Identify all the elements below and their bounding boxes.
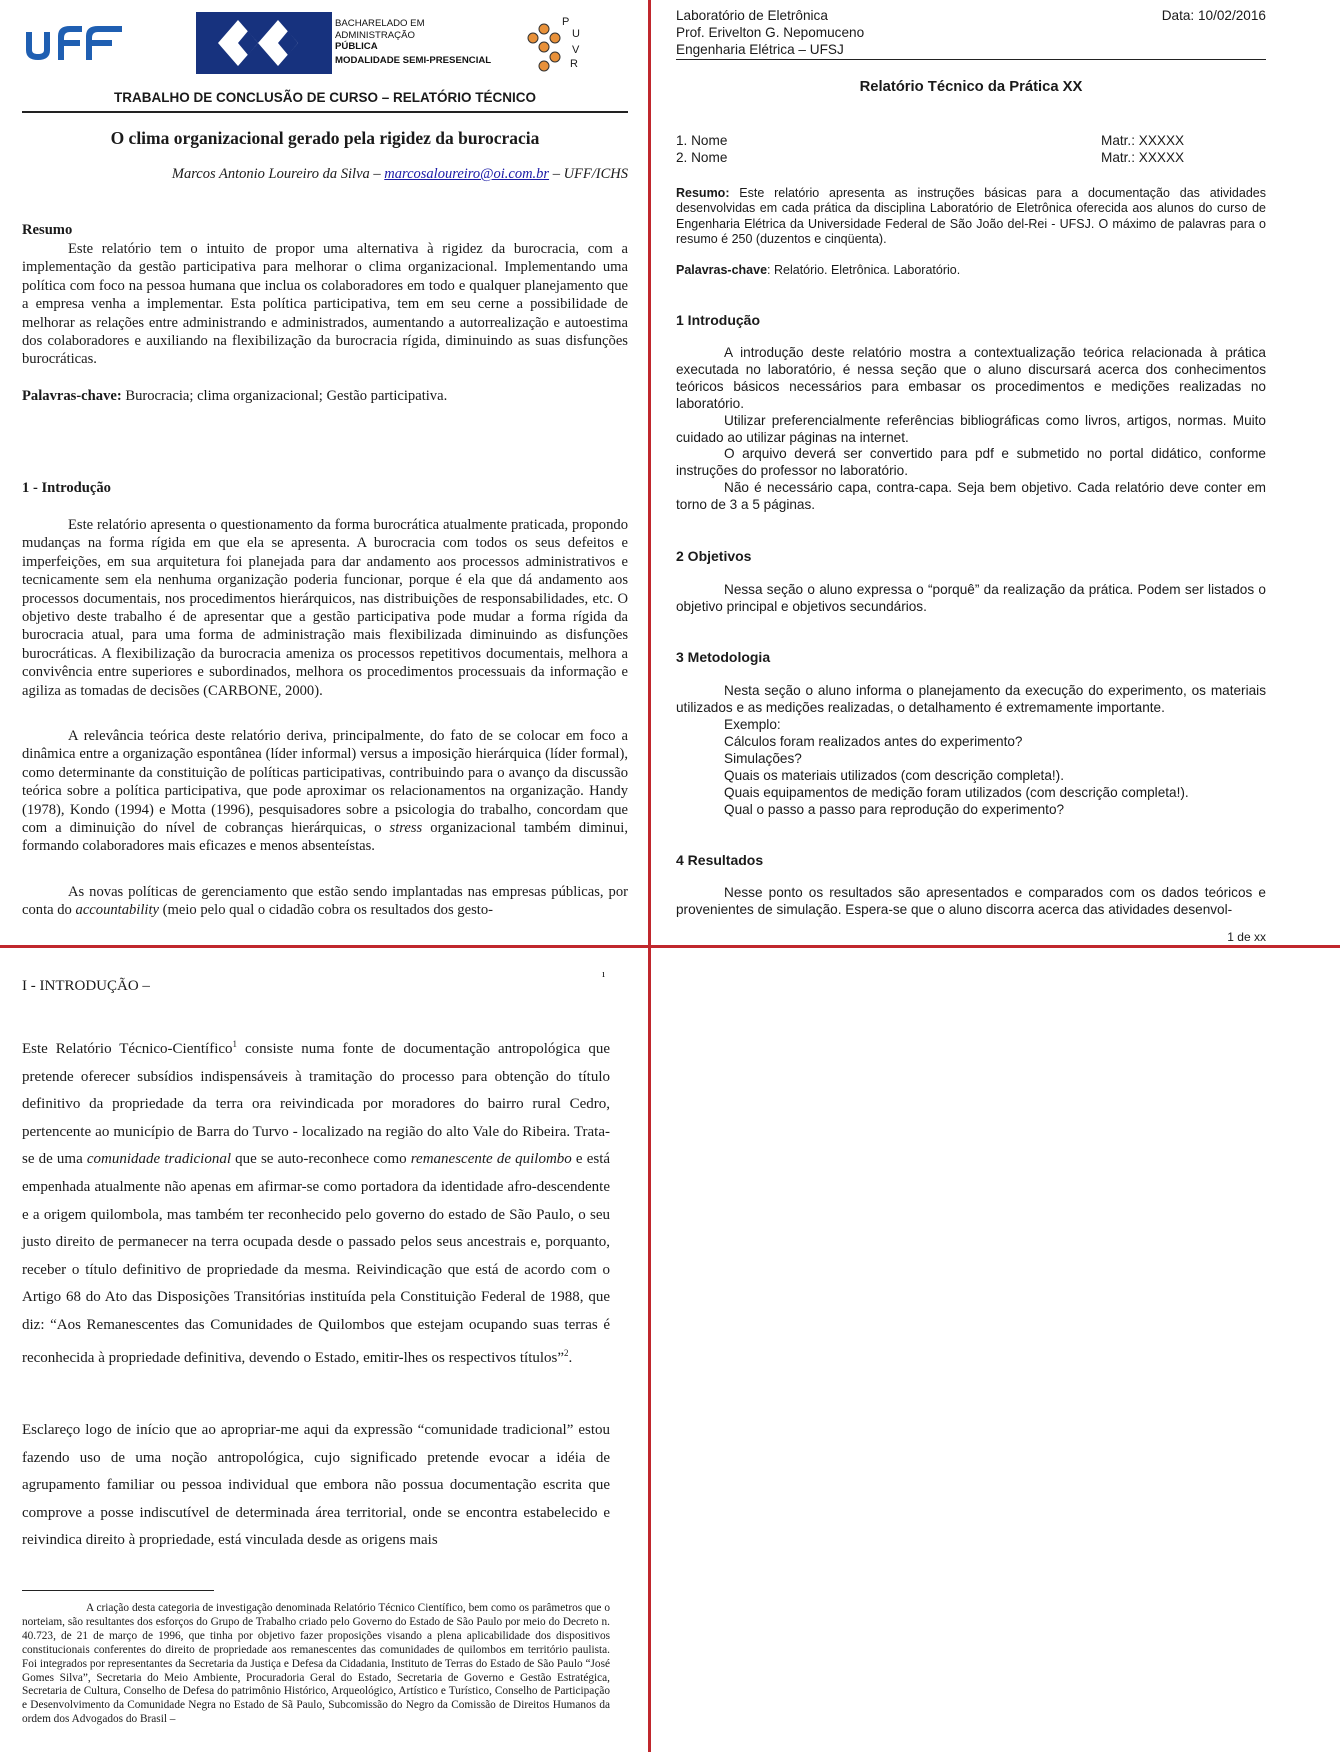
- professor-name: Prof. Erivelton G. Nepomuceno: [676, 24, 865, 40]
- program-name: BACHARELADO EM ADMINISTRAÇÃO PÚBLICA MODALIDADE SEMI-PRESENCIAL: [335, 18, 492, 66]
- author-affiliation: – UFF/ICHS: [552, 166, 628, 182]
- technical-scientific-report-page: [0, 950, 646, 1752]
- footnote-ref[interactable]: 1: [232, 1039, 238, 1049]
- paragraph: A relevância teórica deste relatório deriva, principalmente, do fato de se colocar em foco a dinâmica entre a organização espontânea (líder informal) versus a imposição hierárquica (líder formal), como determinante da constituição de políticas participativas, contribuindo para o avanço da discussão teórica sobre a política participativa, que pode aproximar os relacionamentos na organização. Handy (1978), Kondo (1994) e Motta (1996), pesquisadores sobre a psicologia do trabalho, concordam que com a diminuição do nível de cobranças hierárquicas, o stress organizacional também diminui, formando colaboradores mais eficazes e menos absenteístas.: [22, 728, 628, 855]
- report-date: Data: 10/02/2016: [1161, 8, 1266, 23]
- page-number: 1 de xx: [1227, 930, 1266, 944]
- paragraph: Nesse ponto os resultados são apresentados e comparados com os dados teóricos e provenientes de simulação. Espera-se que o aluno discorra acerca das atividades desenvol-: [676, 885, 1266, 917]
- abstract-label: Resumo:: [676, 186, 730, 200]
- horizontal-divider: [0, 945, 1340, 948]
- list-item: Quais equipamentos de medição foram utilizados (com descrição completa!).: [724, 784, 1189, 800]
- section-heading: I - INTRODUÇÃO –: [22, 978, 150, 994]
- paragraph: Este Relatório Técnico-Científico$^1$ consiste numa fonte de documentação antropológica que pretende oferecer subsídios indispensáveis à tramitação do processo para obtenção do título definitivo da propriedade da terra ora reivindicada por moradores do bairro rural Cedro, pertencente ao município de Barra do Turvo - localizado na região do alto Vale do Ribeira. Trata-se de uma comunidade tradicional que se auto-reconhece como remanescente de quilombo e está empenhada atualmente não apenas em afirmar-se como portadora da identidade afro-descendente e a origem quilombola, mas também ter reconhecido pelo governo do estado de São Paulo, o seu justo direito de permanecer na terra ocupada desde o passado pelos seus ancestrais e, porquanto, receber o título definitivo de propriedade da mesma. Reivindicação que está de acordo com o Artigo 68 do Ato das Disposições Transitórias instituída pela Constituição Federal de 1988, que diz: “Aos Remanescentes das Comunidades de Quilombos que estejam ocupando suas terras é reconhecida à propriedade definitiva, devendo o Estado, emitir-lhes os respectivos títulos”$^2$.: [22, 1039, 611, 1366]
- course-name: Engenharia Elétrica – UFSJ: [676, 41, 844, 57]
- paragraph: Não é necessário capa, contra-capa. Seja bem objetivo. Cada relatório deve conter em torno de 3 a 5 páginas.: [676, 480, 1266, 513]
- section-heading: 4 Resultados: [676, 852, 764, 868]
- pucvr-letter: R: [570, 58, 578, 70]
- paper-title: O clima organizacional gerado pela rigidez da burocracia: [110, 128, 540, 148]
- uff-logo-mark: [22, 14, 130, 70]
- keywords-text: Burocracia; clima organizacional; Gestão participativa.: [125, 388, 448, 404]
- keywords: [676, 263, 1266, 278]
- list-item: Simulações?: [724, 750, 802, 766]
- tcc-report-page: [0, 0, 646, 944]
- pucvr-letter: U: [572, 28, 580, 40]
- paragraph: Este relatório apresenta o questionamento da forma burocrática atualmente praticada, propondo mudanças na forma rígida em que ela se apresenta. A burocracia com todos os seus defeitos e imperfeições, em sua arquitetura foi planejada para dar andamento aos processos administrativos e tecnicamente sem ela nenhuma organização poderia funcionar, porque é ela que dá andamento aos processos documentais, nos procedimentos hierárquicos, nas distribuições de responsabilidades, etc. O objetivo deste trabalho é de apresentar que a gestão participativa pode mudar a forma rígida da burocracia atual, para uma forma de administração mais flexibilizada diminuindo as disfunções burocráticas. A flexibilização da burocracia ameniza os processos repetitivos documentais, melhora a convivência entre superiores e subordinados, melhora os procedimentos processuais da informação e agiliza as tomadas de decisões (CARBONE, 2000).: [22, 517, 628, 699]
- footnote-rule: [22, 1590, 214, 1591]
- report-title: Relatório Técnico da Prática XX: [859, 79, 1083, 95]
- lab-name: Laboratório de Eletrônica: [676, 8, 828, 23]
- list-item: Exemplo:: [724, 717, 781, 732]
- section-heading: 3 Metodologia: [676, 649, 771, 665]
- header-rule: [676, 59, 1266, 60]
- list-item: Cálculos foram realizados antes do experimento?: [724, 733, 1023, 749]
- report-header: TRABALHO DE CONCLUSÃO DE CURSO – RELATÓRIO TÉCNICO: [113, 90, 536, 105]
- author-name: Marcos Antonio Loureiro da Silva –: [171, 166, 381, 182]
- vertical-divider: [648, 0, 651, 1752]
- paragraph: O arquivo deverá ser convertido para pdf e submetido no portal didático, conforme instruções do professor no laboratório.: [676, 446, 1266, 479]
- header-rule: [22, 111, 628, 113]
- paragraph: Nesta seção o aluno informa o planejamento da execução do experimento, os materiais utilizados e as medições realizadas, o detalhamento é extremamente importante.: [676, 683, 1266, 715]
- keywords-text: : Relatório. Eletrônica. Laboratório.: [767, 263, 961, 277]
- abstract-label: Resumo: [22, 222, 73, 238]
- section-heading: 2 Objetivos: [676, 548, 752, 564]
- paragraph: Nessa seção o aluno expressa o “porquê” da realização da prática. Podem ser listados o objetivo principal e objetivos secundários.: [676, 582, 1266, 614]
- author-email-link[interactable]: marcosaloureiro@oi.com.br: [384, 166, 550, 182]
- author-line: [22, 166, 628, 183]
- page-mark: ı: [602, 968, 606, 980]
- abstract: [676, 186, 1266, 248]
- pucvr-letter: V: [572, 44, 580, 56]
- student-list: [676, 133, 1266, 167]
- keywords: [22, 387, 628, 405]
- example-list: [724, 717, 1266, 818]
- keywords-label: Palavras-chave: [676, 263, 768, 277]
- keywords-label: Palavras-chave:: [22, 388, 122, 404]
- uff-logo: [22, 14, 130, 70]
- paragraph: Esclareço logo de início que ao apropriar-me aqui da expressão “comunidade tradicional” estou fazendo uso de uma noção antropológica, cujo significado pretende evocar a idéia de agrupamento familiar ou pessoa individual que embora não possua documentação escrita que comprove a posse indiscutível de determinada área territorial, onde se encontra estabelecido e reivindica direito à propriedade, está vinculada desde as origens mais: [22, 1422, 610, 1549]
- pucvr-letter: P: [562, 16, 570, 28]
- paragraph: As novas políticas de gerenciamento que estão sendo implantadas nas empresas públicas, por conta do accountability (meio pelo qual o cidadão cobra os resultados dos gesto-: [22, 884, 628, 919]
- student-row: 1. Nome Matr.: XXXXX: [676, 133, 1185, 148]
- adm-publica-logo: [196, 12, 332, 74]
- footnote: A criação desta categoria de investigação denominada Relatório Técnico Científico, bem como os parâmetros que o norteiam, são resultantes dos esforços do Grupo de Trabalho criado pelo Governo do Estado de São Paulo por meio do Decreto n. 40.723, de 21 de março de 1996, que tinha por objetivo fazer proposições visando a plena aplicabilidade dos dispositivos constitucionais conferentes do direito de propriedade aos remanescentes das comunidades de quilombos em território paulista. Foi integrados por representantes da Secretaria da Justiça e Defesa da Cidadania, Instituto de Terras do Estado de São Paulo “José Gomes Silva”, Secretaria do Meio Ambiente, Procuradoria Geral do Estado, Secretaria de Governo e Gestão Estratégica, Secretaria de Cultura, Conselho de Defesa do patrimônio Histórico, Arqueológico, Artístico e Turístico, Conselho de Participação e Desenvolvimento da Comunidade Negra no Estado de Sã Paulo, Subcomissão do Negro da Comissão de Direitos Humanos da ordem dos Advogados do Brasil –: [22, 1602, 610, 1726]
- list-item: Quais os materiais utilizados (com descrição completa!).: [724, 767, 1064, 783]
- lab-report-template-page: [652, 0, 1340, 944]
- pucvr-logo: [524, 16, 590, 72]
- paragraph: A introdução deste relatório mostra a contextualização teórica relacionada à prática executada no laboratório, é nessa seção que o aluno discursará acerca dos conhecimentos teóricos básicos necessários para embasar os procedimentos e medições realizadas no laboratório.: [676, 345, 1266, 411]
- list-item: Qual o passo a passo para reprodução do experimento?: [724, 801, 1065, 817]
- section-heading: 1 Introdução: [676, 312, 761, 328]
- student-row: 2. Nome Matr.: XXXXX: [676, 149, 1185, 165]
- section-body: [676, 345, 1266, 514]
- blank-area: [652, 950, 1340, 1752]
- abstract-text: Este relatório tem o intuito de propor uma alternativa à rigidez da burocracia, com a implementação da gestão participativa para melhorar o clima organizacional. Implementando uma política com foco na pessoa humana que inclua os colaboradores em todo e qualquer planejamento que a empresa venha a implementar. Esta política participativa, tem em seu cerne a possibilidade de melhorar as relações entre administrando e administrados, aumentando a autorrealização e autoestima dos colaboradores e auxiliando na flexibilização da burocracia rígida, diminuindo as suas disfunções burocráticas.: [22, 241, 628, 368]
- abstract-text: Este relatório apresenta as instruções básicas para a documentação das atividades desenvolvidas em cada prática da disciplina Laboratório de Eletrônica oferecida aos alunos do curso de Engenharia Elétrica da Universidade Federal de São João del-Rei - UFSJ. O máximo de palavras para o resumo é 250 (duzentos e cinqüenta).: [676, 186, 1266, 247]
- footnote-ref[interactable]: 2: [564, 1347, 569, 1358]
- section-heading: 1 - Introdução: [22, 480, 111, 496]
- paragraph: Utilizar preferencialmente referências bibliográficas como livros, artigos, normas. Muito cuidado ao utilizar páginas na internet.: [676, 412, 1266, 445]
